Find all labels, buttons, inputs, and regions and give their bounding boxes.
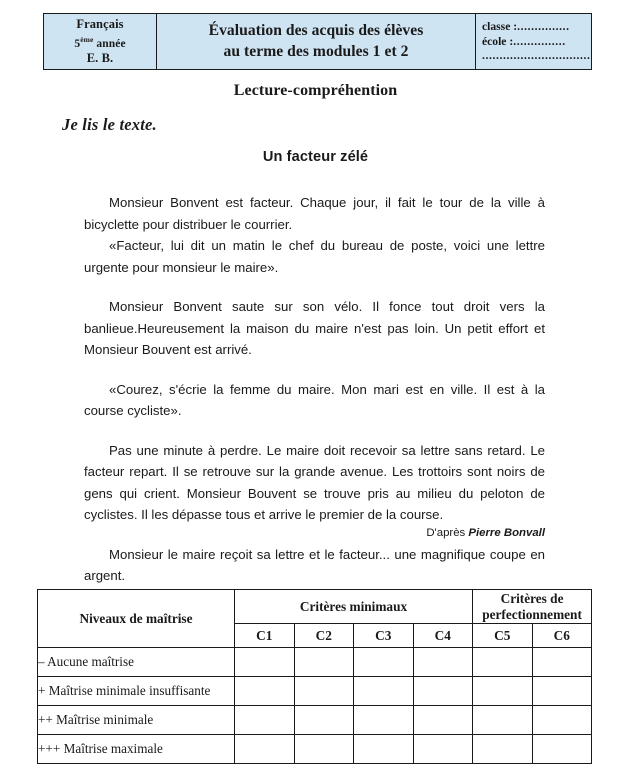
extra-field-input[interactable]: ............................... [482,49,591,63]
answer-cell-c5[interactable] [473,735,533,764]
subject-cycle: E. B. [86,51,114,66]
answer-cell-c4[interactable] [413,706,473,735]
evaluation-title-cell [157,14,476,70]
school-field-row [482,35,586,50]
answer-cell-c6[interactable] [532,677,592,706]
evaluation-title-line1: Évaluation des acquis des élèves [208,22,424,39]
table-row [38,706,592,735]
subject-grade [44,32,156,52]
class-field-row [482,20,586,35]
mastery-level-label: ++ Maîtrise minimale [38,706,235,735]
mastery-table [37,589,592,764]
answer-cell-c6[interactable] [532,648,592,677]
mastery-table-body [38,648,592,764]
table-row [38,735,592,764]
story-paragraph: Pas une minute à perdre. Le maire doit recevoir sa lettre sans retard. Le facteur repart. Il se retrouve sur la grande avenue. Les trottoirs sont noirs de gens qui crient. Monsieur Bouvent se trouve pris au milieu du peloton de cyclistes. Il les dépasse tous et arrive le premier de la course. [84,442,545,522]
grade-ordinal-suffix: ème [80,34,94,44]
class-field-label: classe : [482,20,518,34]
story-paragraph: Monsieur le maire reçoit sa lettre et le facteur... une magnifique coupe en argent. [84,546,545,583]
criteria-code-header: C4 [413,624,473,648]
answer-cell-c5[interactable] [473,706,533,735]
attribution-author: Pierre Bonvall [468,527,545,539]
student-info-box [476,16,591,67]
story-paragraph: Monsieur Bonvent est facteur. Chaque jour, il fait le tour de la ville à bicyclette pour distribuer le courrier. [84,195,545,232]
criteria-code-header: C1 [235,624,295,648]
answer-cell-c4[interactable] [413,677,473,706]
criteria-code-header: C2 [294,624,354,648]
mastery-level-label: + Maîtrise minimale insuffisante [38,677,235,706]
answer-cell-c4[interactable] [413,735,473,764]
levels-column-header: Niveaux de maîtrise [38,590,235,648]
answer-cell-c6[interactable] [532,735,592,764]
grade-word: année [93,37,126,50]
answer-cell-c1[interactable] [235,706,295,735]
story-paragraph: Monsieur Bonvent saute sur son vélo. Il fonce tout droit vers la banlieue.Heureusement la maison du maire n'est pas loin. Un petit effort et Monsieur Bouvent est arrivé. [84,299,545,357]
perfection-criteria-group-header: Critères de perfectionnement [473,590,592,624]
answer-cell-c5[interactable] [473,677,533,706]
answer-cell-c2[interactable] [294,706,354,735]
subject-cell [44,14,157,70]
school-field-input[interactable]: ............... [513,34,566,48]
mastery-table-head [38,590,592,648]
answer-cell-c1[interactable] [235,648,295,677]
answer-cell-c3[interactable] [354,677,414,706]
criteria-code-header: C5 [473,624,533,648]
school-field-label: école : [482,34,514,48]
story-paragraph: «Facteur, lui dit un matin le chef du bureau de poste, voici une lettre urgente pour monsieur le maire». [84,238,545,275]
answer-cell-c3[interactable] [354,735,414,764]
answer-cell-c1[interactable] [235,735,295,764]
subject-name: Français [76,16,124,31]
table-header-row-groups [38,590,592,624]
answer-cell-c2[interactable] [294,677,354,706]
evaluation-title-line2: au terme des modules 1 et 2 [223,43,409,60]
answer-cell-c1[interactable] [235,677,295,706]
document-header-table [43,13,592,70]
mastery-level-label: – Aucune maîtrise [38,648,235,677]
evaluation-title [157,14,475,69]
mastery-grid-wrapper [37,589,592,764]
minimal-criteria-group-header: Critères minimaux [235,590,473,624]
answer-cell-c4[interactable] [413,648,473,677]
student-info-cell [476,14,592,70]
attribution-prefix: D'après [426,527,469,539]
criteria-code-header: C3 [354,624,414,648]
criteria-code-header: C6 [532,624,592,648]
answer-cell-c6[interactable] [532,706,592,735]
reading-instruction: Je lis le texte. [62,115,157,134]
answer-cell-c2[interactable] [294,735,354,764]
answer-cell-c2[interactable] [294,648,354,677]
answer-cell-c3[interactable] [354,648,414,677]
answer-cell-c3[interactable] [354,706,414,735]
mastery-level-label: +++ Maîtrise maximale [38,735,235,764]
answer-cell-c5[interactable] [473,648,533,677]
table-row [38,648,592,677]
class-field-input[interactable]: ............... [517,20,570,34]
story-title: Un facteur zélé [262,149,369,165]
table-row [38,677,592,706]
story-attribution [84,527,545,539]
grade-number: 5 [74,37,81,50]
section-title: Lecture-compréhention [233,82,398,99]
story-paragraph: «Courez, s'écrie la femme du maire. Mon mari est en ville. Il est à la course cycliste». [84,381,545,418]
